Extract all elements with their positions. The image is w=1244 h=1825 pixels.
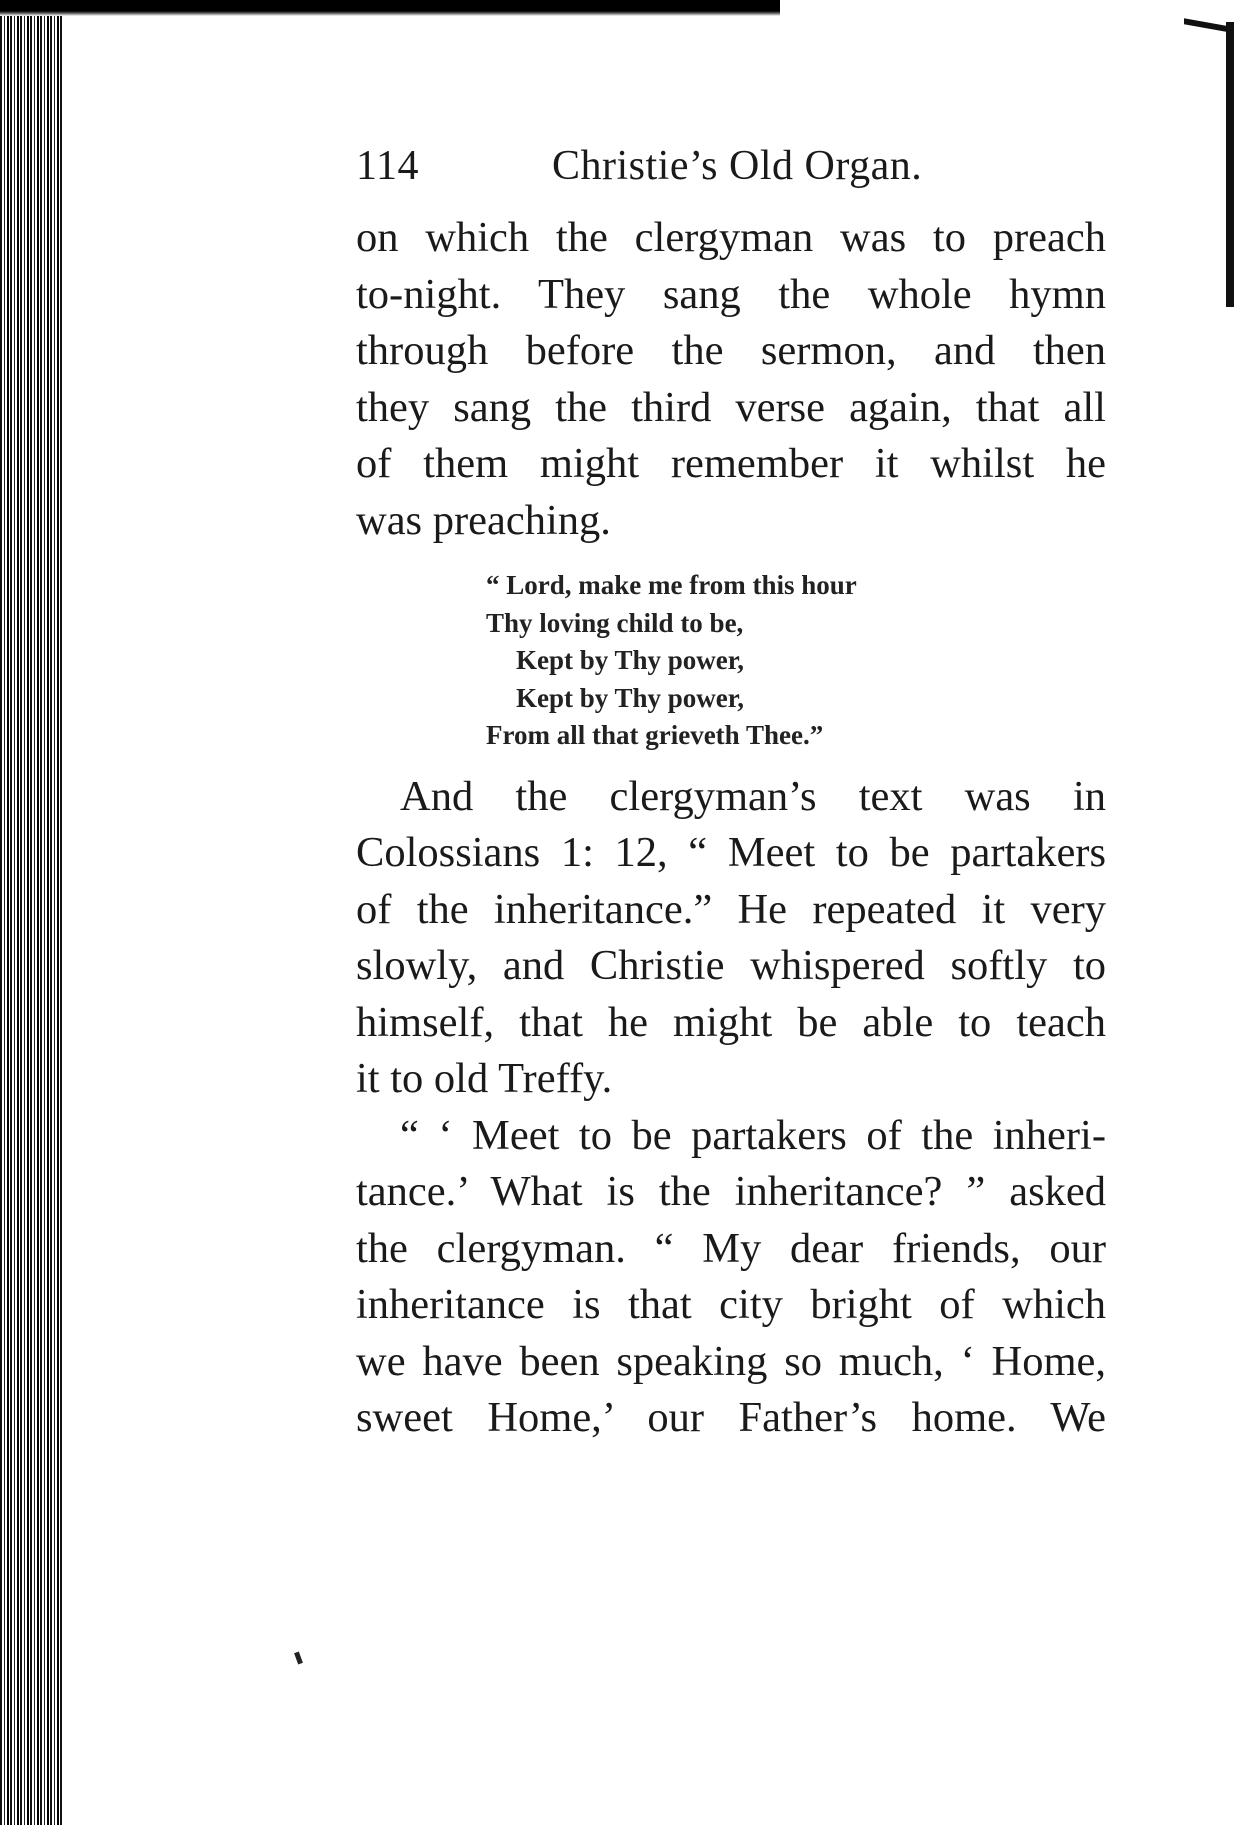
- page-number: 114: [356, 143, 419, 189]
- running-title: Christie’s Old Organ.: [552, 143, 923, 189]
- book-page: [356, 142, 1106, 1447]
- verse-line: Kept by Thy power,: [516, 682, 745, 713]
- paragraph-2: [356, 769, 1106, 1108]
- text-line: Colossians 1: 12, “ Meet to be partakers: [356, 829, 1106, 876]
- text-line: “ ‘ Meet to be partakers of the inheri-: [400, 1111, 1106, 1159]
- text-line: they sang the third verse again, that all: [356, 383, 1106, 431]
- text-line: And the clergyman’s text was in: [400, 772, 1106, 820]
- text-line: himself, that he might be able to teach: [356, 998, 1106, 1046]
- hymn-verse: [486, 567, 1106, 755]
- text-line: inheritance is that city bright of which: [356, 1281, 1106, 1328]
- paragraph-1: [356, 210, 1106, 549]
- book-spine-scan: [0, 0, 62, 1825]
- text-line: slowly, and Christie whispered softly to: [356, 942, 1106, 989]
- paragraph-3: [356, 1108, 1106, 1447]
- scan-right-corner: [1184, 18, 1226, 31]
- scan-right-edge: [1226, 22, 1234, 307]
- text-line: of the inheritance.” He repeated it very: [356, 885, 1106, 933]
- text-line: of them might remember it whilst he: [356, 440, 1106, 487]
- text-line: we have been speaking so much, ‘ Home,: [356, 1337, 1106, 1385]
- text-line: was preaching.: [356, 496, 611, 544]
- text-line: sweet Home,’ our Father’s home. We: [356, 1394, 1106, 1441]
- text-line: it to old Treffy.: [356, 1055, 613, 1102]
- text-line: tance.’ What is the inheritance? ” asked: [356, 1168, 1106, 1215]
- text-line: through before the sermon, and then: [356, 327, 1106, 374]
- text-line: to-night. They sang the whole hymn: [356, 270, 1106, 318]
- verse-line: Kept by Thy power,: [516, 645, 745, 675]
- verse-line: From all that grieveth Thee.”: [486, 720, 824, 750]
- scan-speck: [294, 1652, 303, 1665]
- verse-line: “ Lord, make me from this hour: [486, 570, 857, 600]
- text-line: on which the clergyman was to preach: [356, 214, 1106, 261]
- page-header: [356, 142, 1106, 210]
- scan-top-edge: [0, 0, 780, 16]
- verse-line: Thy loving child to be,: [486, 607, 744, 638]
- text-line: the clergyman. “ My dear friends, our: [356, 1224, 1106, 1272]
